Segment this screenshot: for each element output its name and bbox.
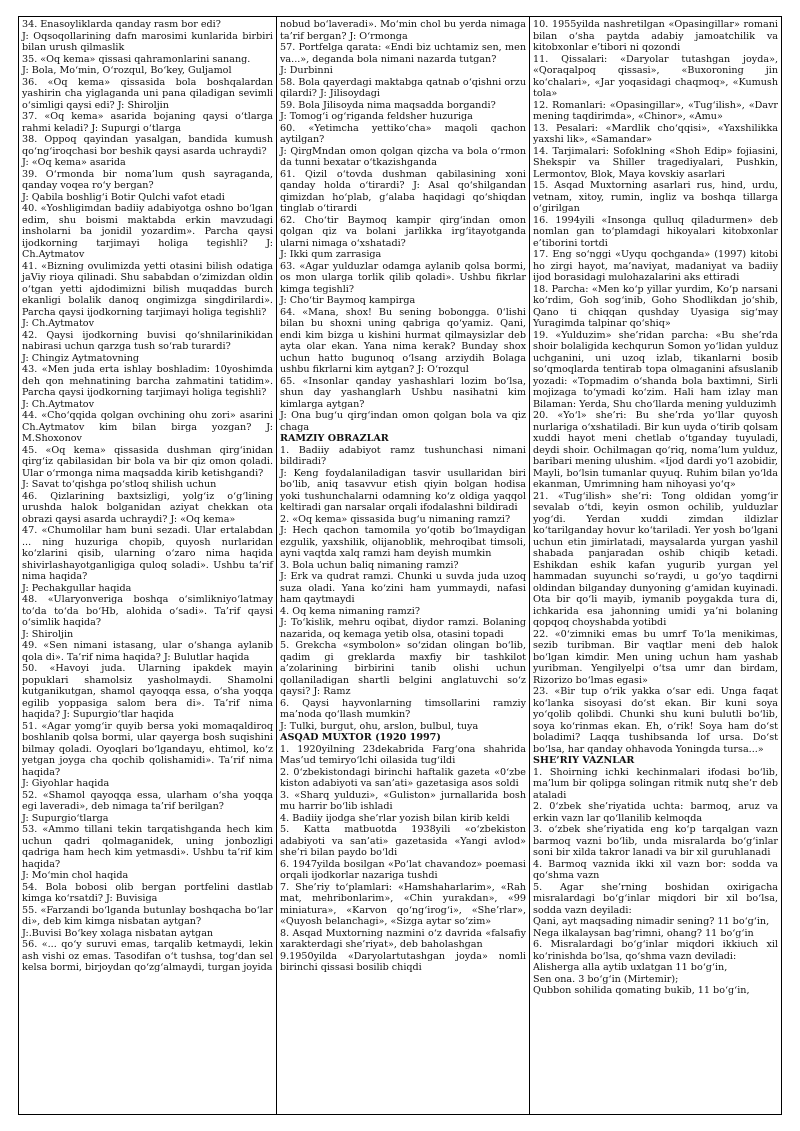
text-paragraph: 45. «Oq kema» qissasida dushman qirg‘inidan qirg‘iz qabilasidan bir bola va bir qiz omon qoladi. Ular o‘rmonga nima maqsadda kirib ketishgandi? <box>22 444 273 479</box>
text-paragraph: 2. «Oq kema» qissasida bug‘u nimaning ramzi? <box>280 513 511 525</box>
text-paragraph: 54. Bola bobosi olib bergan portfelini dastlab kimga ko‘rsatdi? J: Buvisiga <box>22 881 273 904</box>
text-paragraph: 39. O‘rmonda bir noma’lum qush sayraganda, qanday voqea ro‘y bergan? <box>22 168 273 191</box>
text-paragraph: 5. Agar she’rning boshidan oxirigacha misralardagi bo‘g‘inlar miqdori bir xil bo‘lsa, sodda vazn deyiladi: <box>533 881 778 916</box>
text-paragraph: 61. Qizil o‘tovda dushman qabilasining xoni qanday holda o‘tirardi? J: Asal qo‘shilgandan qimizdan ho‘plab, g‘alaba haqidagi qo‘shiqdan tinglab o‘tirardi <box>280 168 526 214</box>
text-paragraph: J: QirgMndan omon qolgan qizcha va bola o‘rmon da tunni bexatar o‘tkazishganda <box>280 145 526 168</box>
text-paragraph: 50. «Havoyi juda. Ularning ipakdek mayin popuklari shamolsiz yasholmaydi. Shamolni kutganikutgan, shamol qayoqqa essa, o‘sha yoqqa egilib yoppasiga salom bera di». Ta’rif nima haqida? J: Supurgio‘tlar haqida <box>22 663 273 720</box>
text-paragraph: 64. «Mana, shox! Bu sening bobongga. 0‘lishi bilan bu shoxni uning qabriga qo‘yamiz. Qani, endi kim bizga u kishini hurmat qilmaysizlar deb ayta olar ekan. Yana nima kerak? Bunday shox uchun hatto bugunoq o‘lsang arziydih Bolaga ushbu fikrlarni kim aytgan? J: O‘rozqul <box>280 306 526 375</box>
text-paragraph: 13. Pesalari: «Mardlik cho‘qqisi», «Yaxshilikka yaxshi lik», «Samandar» <box>533 122 778 145</box>
text-paragraph: 3. «Sharq yulduzi», «Guliston» jurnallarida bosh mu harrir bo‘lib ishladi <box>280 789 526 812</box>
text-paragraph: J: Cho‘tir Baymoq kampirga <box>280 295 416 306</box>
section-heading: SHE’RIY VAZNLAR <box>533 755 635 766</box>
text-paragraph: nobud bo‘laveradi». Mo‘min chol bu yerda nimaga ta’rif bergan? J: O‘rmonga <box>280 19 526 42</box>
text-paragraph: 51. «Agar yomg‘ir quyib bersa yoki momaqaldiroq boshlanib qolsa bormi, ular qayerga bosh suqishini bilmay qoladi. Oyoqlari bo‘lgandayu, ehtimol, ko‘z yetgan joyga cha qochib qolishamidi». Ta’rif nima haqida? <box>22 720 273 778</box>
document-page <box>18 16 782 1115</box>
text-paragraph: Sen ona. 3 bo‘g‘in (Mirtemir); <box>533 973 679 985</box>
text-paragraph: 19. «Yulduzim» she’ridan parcha: «Bu she’rda shoir bolaligida kechqurun Somon yo‘lidan yulduz uchganini, uni uzoq izlab, tikanlarni bosib so‘qmoqlarda tentirab topa olmaganini afsuslanib yozadi: «Topmadim o‘shanda bola baxtimni, Sirli mojizaga to‘ymadi ko‘zim. Hali ham izlay man Bilaman: Yerda, Shu cho‘llarda mening yulduzimh <box>533 329 778 410</box>
text-paragraph: 20. «Yo‘l» she’ri: Bu she’rda yo‘llar quyosh nurlariga o‘xshatiladi. Bir kun uyda o‘tirib qolsam xuddi hayot meni chetlab o‘tganday tuyuladi, deydi shoir. Ochilmagan qo‘riq, noma’lum yulduz, baribari mening ulushim. «Ijod dardi yo‘l azobidir, Mayli, bo‘lsin tumanlar quyuq. Ruhim bilan yo‘lda ekanman, Umrimning ham nihoyasi yo‘q» <box>533 410 778 490</box>
text-paragraph: J: Shiroljin <box>22 628 74 640</box>
text-paragraph: 41. «Bizning ovulimizda yetti otasini bilish odatiga jaViy rioya qilinadi. Shu sababdan o‘zimizdan oldin o‘tgan yetti ajdodimizni bilish muqaddas burch ekanligi bolalik danoq ongimizga singdirilardi». Parcha qaysi ijodkorning tarjimayi holiga tegishli? <box>22 260 273 318</box>
text-paragraph: 63. «Agar yulduzlar odamga aylanib qolsa bormi, os mon ularga torlik qilib qoladi». Ushbu fikrlar kimga tegishli? <box>280 260 526 295</box>
text-paragraph: 6. 1947yilda bosilgan «Po‘lat chavandoz» poemasi orqali ijodkorlar nazariga tushdi <box>280 858 526 881</box>
text-paragraph: 12. Romanlari: «Opasingillar», «Tug‘ilish», «Davr mening taqdirimda», «Chinor», «Amu» <box>533 99 778 122</box>
text-paragraph: 6. Qaysi hayvonlarning timsollarini ramziy ma’noda qo‘llash mumkin? <box>280 697 526 720</box>
text-paragraph: J: Oqsoqollarining dafn marosimi kunlarida birbiri bilan urush qilmaslik <box>22 30 273 53</box>
text-paragraph: 14. Tarjimalari: Sofoklning «Shoh Edip» fojiasini, Shekspir va Shiller tragediyalari, Pushkin, Lermontov, Blok, Maya kovskiy asarlari <box>533 145 778 180</box>
text-paragraph: J: Hech qachon tamomila yo‘qotib bo‘lmaydigan ezgulik, yaxshilik, olijanoblik, mehroqibat timsoli, ayni vaqtda xalq ramzi ham deyish mumkin <box>280 525 526 559</box>
text-paragraph: 11. Qissalari: «Daryolar tutashgan joyda», «Qoraqalpoq qissasi», «Buxoroning jin ko‘chalari», «Jar yoqasidagi chaqmoq», «Kumush tola» <box>533 53 778 99</box>
text-paragraph: J: Keng foydalaniladigan tasvir usullaridan biri bo‘lib, aniq tasavvur etish qiyin bolgan hodisa yoki tushunchalarni odamning ko‘z oldiga yaqqol keltiradi gan narsalar orqali ifodalashni bildiradi <box>280 467 526 513</box>
text-paragraph: 2. 0‘zbekistondagi birinchi haftalik gazeta «0‘zbe kiston adabiyoti va san’ati» gazetasiga asos soldi <box>280 766 526 789</box>
text-paragraph: 4. Badiiy ijodga she’rlar yozish bilan kirib keldi <box>280 812 510 824</box>
text-paragraph: J: Qabila boshlig‘i Botir Qulchi vafot etadi <box>22 191 225 203</box>
text-paragraph: 47. «Chumolilar ham buni sezadi. Ular ertalabdan ... ning huzuriga chopib, quyosh nurlaridan ko‘zlarini qisib, ularning o‘zaro nima haqida shivirlashayotganligiga quloq soladi». Ushbu ta’rif nima haqida? <box>22 525 273 582</box>
text-paragraph: J:.Buvisi Bo‘key xolaga nisbatan aytgan <box>22 927 214 939</box>
text-paragraph: 35. «Oq kema» qissasi qahramonlarini sanang. <box>22 53 251 65</box>
text-column-2 <box>276 17 529 1114</box>
text-paragraph: 10. 1955yilda nashretilgan «Opasingillar» romani bilan o‘sha paytda adabiy jamoatchilik va kitobxonlar e’tibori ni qozondi <box>533 19 778 53</box>
text-paragraph: 4. Oq kema nimaning ramzi? <box>280 605 420 617</box>
text-column-1 <box>19 17 276 1114</box>
section-heading: ASQAD MUXTOR (1920 1997) <box>280 732 441 743</box>
text-paragraph: 43. «Men juda erta ishlay boshladim: 10yoshimda deh qon mehnatining barcha zahmatini tatidim». Parcha qaysi ijodkorning tarjimayi holiga tegishli? <box>22 364 273 398</box>
text-paragraph: 49. «Sen nimani istasang, ular o‘shanga aylanib qola di». Ta’rif nima haqida? J: Bulutlar haqida <box>22 640 273 663</box>
text-paragraph: J: Ona bug‘u qirg‘indan omon qolgan bola va qiz chaga <box>280 410 526 433</box>
text-paragraph: J: Giyohlar haqida <box>22 778 110 789</box>
text-paragraph: Qubbon sohilida qomating bukib, 11 bo‘g‘in, <box>533 985 750 996</box>
text-paragraph: 34. Enasoyliklarda qanday rasm bor edi? <box>22 19 221 30</box>
text-paragraph: 53. «Ammo tillani tekin tarqatishganda hech kim uchun qadri qolmaganidek, uning jonbozligi qadriga ham hech kim yetmasdi». Ushbu ta’rif kim haqida? <box>22 824 273 870</box>
text-paragraph: 4. Barmoq vaznida ikki xil vazn bor: sodda va qo‘shma vazn <box>533 858 778 881</box>
text-paragraph: 42. Qaysi ijodkorning buvisi qo‘shnilarinikidan nabirasi uchun qarzga tush so‘rab turardi? <box>22 329 273 352</box>
text-paragraph: 44. «Cho‘qqida qolgan ovchining ohu zori» asarini Ch.Aytmatov kim bilan birga yozgan? J: M.Shoxonov <box>22 410 273 444</box>
text-paragraph: 62. Cho‘tir Baymoq kampir qirg‘indan omon qolgan qiz va bolani jarlikka irg‘itayotganda ularni nimaga o‘xshatadi? <box>280 214 526 249</box>
text-paragraph: 38. Oppoq qayindan yasalgan, bandida kumush qo‘ng‘iroqchasi bor beshik qaysi asarda uchraydi? <box>22 134 273 157</box>
text-paragraph: 36. «Oq kema» qissasida bola boshqalardan yashirin cha yiglaganda uni pana qiladigan sevimli o‘simligi qaysi edi? J: Shiroljin <box>22 76 273 111</box>
text-paragraph: 17. Eng so‘nggi «Uyqu qochganda» (1997) kitobi ho zirgi hayot, ma’naviyat, madaniyat va badiiy ijod borasidagi mulohazalarini aks ettiradi <box>533 249 778 283</box>
text-paragraph: 15. Asqad Muxtorning asarlari rus, hind, urdu, vetnam, xitoy, rumin, ingliz va boshqa tillarga o‘girilgan <box>533 180 778 214</box>
text-paragraph: 5. Grekcha «symbolon» so‘zidan olingan bo‘lib, qadim gi greklarda maxfiy bir tashkilot a’zolarining birbirini tanib olishi uchun qollaniladigan shartli belgini anglatuvchi so‘z qaysi? J: Ramz <box>280 640 526 697</box>
text-paragraph: 55. «Farzandi bo‘lganda butunlay boshqacha bo‘lar di», deb kim kimga nisbatan aytgan? <box>22 904 273 927</box>
text-paragraph: 37. «Oq kema» asarida bojaning qaysi o‘tlarga rahmi keladi? J: Supurgi o‘tlarga <box>22 111 273 134</box>
text-paragraph: 57. Portfelga qarata: «Endi biz uchtamiz sen, men va...», deganda bola nimani nazarda tutgan? <box>280 42 526 65</box>
section-heading: RAMZIY OBRAZLAR <box>280 433 389 444</box>
text-paragraph: J: Tulki, burgut, ohu, arslon, bulbul, tuya <box>280 720 479 732</box>
text-paragraph: J: Savat to‘qishga po‘stloq shilish uchun <box>22 479 217 490</box>
text-paragraph: 9.1950yilda «Daryolartutashgan joyda» nomli birinchi qissasi bosilib chiqdi <box>280 950 526 973</box>
text-paragraph: J: Durbinni <box>280 65 333 76</box>
text-paragraph: Alisherga alla aytib uxlatgan 11 bo‘g‘in, <box>533 962 728 973</box>
text-paragraph: 7. She’riy to‘plamlari: «Hamshaharlarim», «Rah mat, mehribonlarim», «Chin yurakdan», «99 miniatura», «Karvon qo‘ng‘irog‘i», «She’rlar», «Quyosh belanchagi», «Sizga aytar so‘zim» <box>280 881 526 927</box>
text-paragraph: 22. «0‘zimniki emas bu umrf To‘la menikimas, sezib turibman. Bir vaqtlar meni deb halok bo‘lgan kimdir. Men uning uchun ham yashab yuribman. Yengilyelpi o‘tsa umr dan birdam, Rizorizo bo‘lmas egasi» <box>533 628 778 686</box>
text-paragraph: 65. «Insonlar qanday yashashlari lozim bo‘lsa, shun day yashanglarh Ushbu nasihatni kim kimlarga aytgan? <box>280 375 526 410</box>
text-paragraph: 48. «Ularyonveriga boshqa o‘simlikniyo‘latmay to‘da to‘da bo‘Hb, alohida o‘sadi». Ta’rif qaysi o‘simlik haqida? <box>22 594 273 628</box>
text-paragraph: J: Tomog‘i og‘riganda feldsher huzuriga <box>280 111 473 122</box>
text-paragraph: 46. Qizlarining baxtsizligi, yolg‘iz o‘g‘lining urushda halok bolganidan aziyat chekkan ota obrazi qaysi asarda uchraydi? J: «Oq kema» <box>22 490 273 525</box>
text-paragraph: J: Mo‘min chol haqida <box>22 870 129 881</box>
text-paragraph: J: «Oq kema» asarida <box>22 157 126 168</box>
text-paragraph: Qani, ayt maqsading nimadir sening? 11 bo‘g‘in, <box>533 916 770 927</box>
text-paragraph: 3. Bola uchun baliq nimaning ramzi? <box>280 559 459 571</box>
text-paragraph: 1. 1920yilning 23dekabrida Farg‘ona shahrida Mas’ud temiryo‘lchi oilasida tug‘ildi <box>280 743 526 766</box>
text-paragraph: J: Bola, Mo‘min, O‘rozqul, Bo‘key, Guljamol <box>22 65 232 76</box>
text-paragraph: 3. o‘zbek she’riyatida eng ko‘p tarqalgan vazn barmoq vazni bo‘lib, unda misralarda bo‘g‘inlar soni bir xilda takror lanadi va bir xil guruhlanadi <box>533 824 778 858</box>
text-paragraph: 2. 0‘zbek she’riyatida uchta: barmoq, aruz va erkin vazn lar qo‘llanilib kelmoqda <box>533 801 778 824</box>
text-paragraph: 21. «Tug‘ilish» she’ri: Tong oldidan yomg‘ir sevalab o‘tdi, keyin osmon ochilib, yulduzlar yog‘di. Yerdan xuddi zimdan ildizlar ko‘tarilganday hovur ko‘tariladi. Yer yosh bo‘lgani uchun etin jimirlatadi, maysalarda yurgan yashil shabada panjaradan oshib chiqib ketadi. Eshikdan eshik kafan yugurib yurgan yel hammadan suyunchi so‘raydi, u go‘yo taqdirni oldindan bilganday dunyoning g‘amidan kuyinadi. Ota bir qo‘li mayib, iymanib poygakda tura di, ichkarida esa jahonning umidi ya’ni bolaning qopqoq choyshabda yotibdi <box>533 490 778 628</box>
text-paragraph: J: Supurgio‘tlarga <box>22 812 109 824</box>
text-column-3 <box>529 17 781 1114</box>
text-paragraph: J: Ch.Aytmatov <box>22 318 94 329</box>
text-paragraph: 52. «Shamol qayoqqa essa, ularham o‘sha yoqqa egi laveradi», deb nimaga ta’rif berilgan? <box>22 789 273 812</box>
text-paragraph: 1. Shoirning ichki kechinmalari ifodasi bo‘lib, ma’lum bir qolipga solingan ritmik nutq she’r deb ataladi <box>533 766 778 801</box>
text-paragraph: J: Pechakgullar haqida <box>22 582 132 594</box>
text-paragraph: 1. Badiiy adabiyot ramz tushunchasi nimani bildiradi? <box>280 444 526 467</box>
text-paragraph: J: Ikki qum zarrasiga <box>280 249 382 260</box>
text-paragraph: 6. Misralardagi bo‘g‘inlar miqdori ikkiuch xil ko‘rinishda bo‘lsa, qo‘shma vazn deviladi: <box>533 939 778 962</box>
text-paragraph: 59. Bola Jilisoyda nima maqsadda borgandi? <box>280 99 496 111</box>
text-paragraph: 56. «... qo‘y suruvi emas, tarqalib ketmaydi, lekin ash vishi oz emas. Tasodifan o‘t tushsa, tog‘dan sel kelsa bormi, birjoydan qo‘zg‘almaydi, turgan joyida <box>22 939 273 973</box>
text-paragraph: Nega ilkalaysan bag‘rimni, ohang? 11 bo‘g‘in <box>533 927 754 939</box>
text-paragraph: J: Erk va qudrat ramzi. Chunki u suvda juda uzoq suza oladi. Yana ko‘zini ham yummaydi, nafasi ham qaytmaydi <box>280 571 526 605</box>
text-paragraph: 5. Katta matbuotda 1938yili «o‘zbekiston adabiyoti va san’ati» gazetasida «Yangi avlod» she’ri bilan paydo bo‘ldi <box>280 824 526 858</box>
text-paragraph: 58. Bola qayerdagi maktabga qatnab o‘qishni orzu qilardi? J: Jilisoydagi <box>280 76 526 99</box>
text-paragraph: 60. «Yetimcha yettiko‘cha» maqoli qachon aytilgan? <box>280 122 526 145</box>
text-paragraph: 16. 1994yili «Insonga qulluq qiladurmen» deb nomlan gan to‘plamdagi hikoyalari kitobxonlar e’tiborini tortdi <box>533 214 778 249</box>
text-paragraph: J: Ch.Aytmatov <box>22 398 94 410</box>
text-paragraph: 18. Parcha: «Men ko‘p yillar yurdim, Ko‘p narsani ko‘rdim, Goh sog‘inib, Goho Shodlikdan jo‘shib, Qano ti chiqqan qushday Uyasiga sig‘may Yuragimda talpinar qo‘shiq» <box>533 283 778 329</box>
text-paragraph: 40. «Yoshligimdan badiiy adabiyotga oshno bo‘lgan edim, shu boismi maktabda erkin mavzudagi insholarni ba jonidil yozardim». Parcha qaysi ijodkorning tarjimayi holiga tegishli? J: Ch.Aytmatov <box>22 203 273 260</box>
text-paragraph: J: To‘kislik, mehru oqibat, diydor ramzi. Bolaning nazarida, oq kemaga yetib olsa, otasini topadi <box>280 617 526 640</box>
text-paragraph: 8. Asqad Muxtorning nazmini o‘z davrida «falsafiy xarakterdagi she’riyat», deb baholashgan <box>280 927 526 950</box>
text-paragraph: 23. «Bir tup o‘rik yakka o‘sar edi. Unga faqat ko‘lanka sisoyasi do‘st ekan. Bir kuni soya yo‘qolib qolibdi. Chunki shu kuni bulutli bo‘lib, soya ko‘rinmas ekan. Eh, o‘rik! Soya ham do‘st boladimi? Laqqa tushibsanda lof ursa. Do‘st bo‘lsa, har qanday ohhavoda Yoningda tursa...» <box>533 686 778 755</box>
text-paragraph: J: Chingiz Aytmatovning <box>22 352 140 364</box>
